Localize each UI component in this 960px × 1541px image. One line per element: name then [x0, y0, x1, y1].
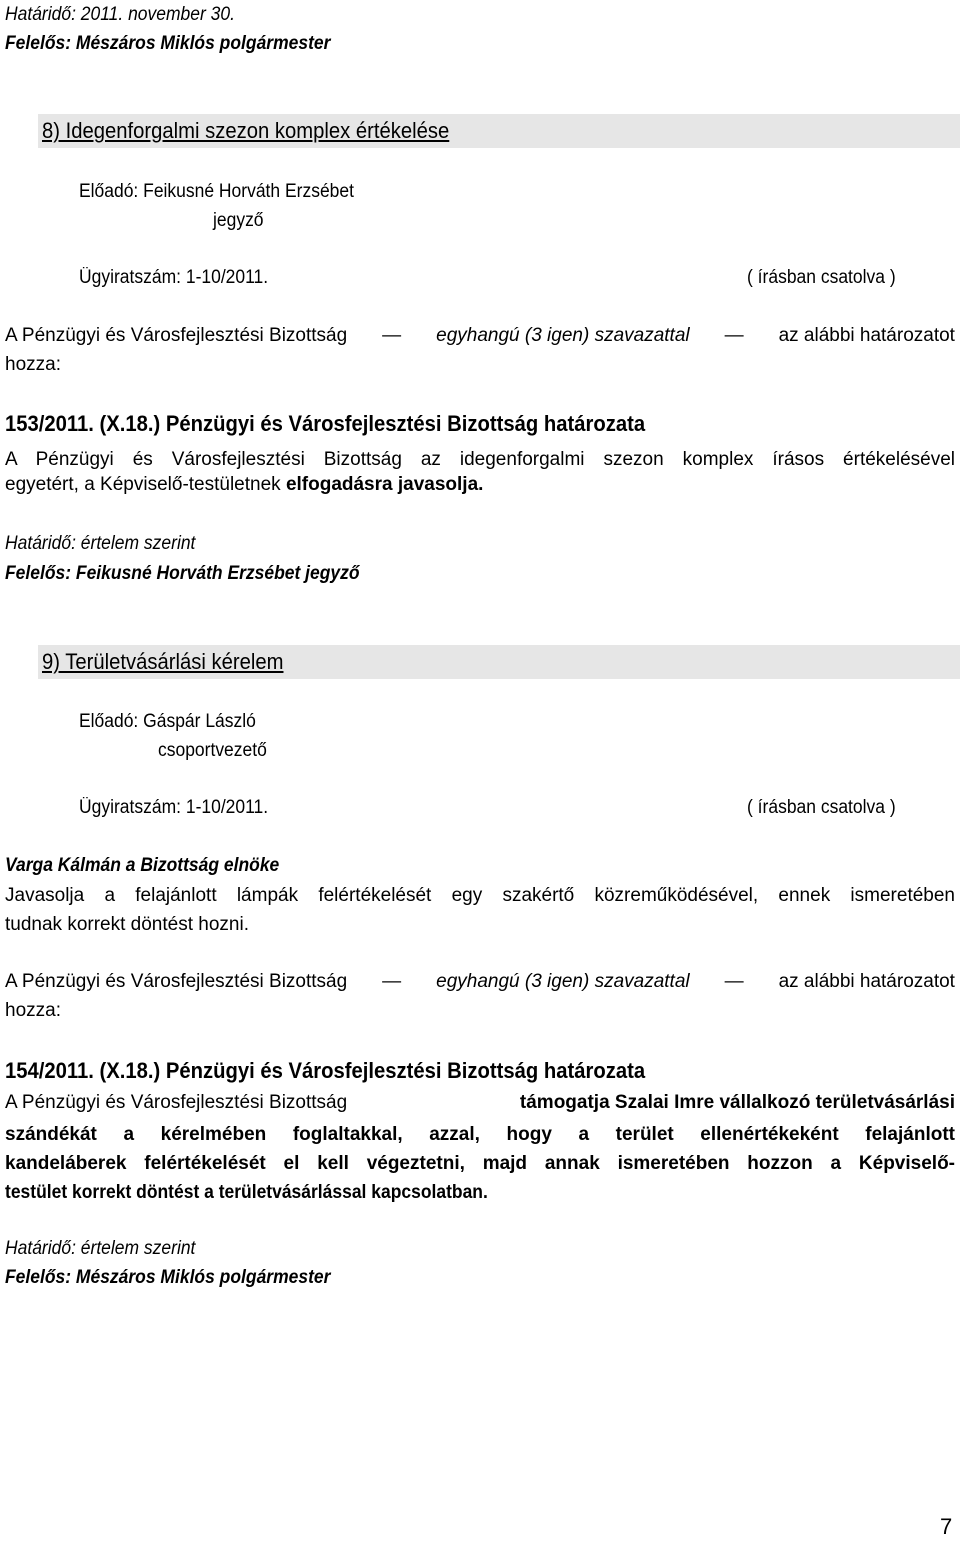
item-9-responsible: Felelős: Mészáros Miklós polgármester — [5, 1267, 331, 1288]
item-9-vote-dash-1: — — [382, 971, 402, 992]
item-9-resolution-line-3: kandeláberek felértékelését el kell végeztetni, majd annak ismeretében hozzon a Képviselő- — [5, 1153, 955, 1174]
item-8-vote-dash-2: — — [724, 325, 744, 346]
item-8-vote-result: egyhangú (3 igen) szavazattal — [436, 325, 690, 346]
item-8-resolution-line-2a: egyetért, a Képviselő-testületnek — [5, 474, 286, 495]
item-8-vote-dash-1: — — [382, 325, 402, 346]
item-9-resolution-line-1b: támogatja Szalai Imre vállalkozó területvásárlási — [519, 1092, 955, 1113]
item-9-resolution-line-2: szándékát a kérelmében foglaltakkal, azzal, hogy a terület ellenértékeként felajánlott — [5, 1124, 955, 1145]
top-deadline: Határidő: 2011. november 30. — [5, 4, 235, 25]
item-8-resolution-title: 153/2011. (X.18.) Pénzügyi és Városfejlesztési Bizottság határozata — [5, 411, 646, 436]
item-8-responsible: Felelős: Feikusné Horváth Erzsébet jegyző — [5, 563, 360, 584]
item-8-heading-bar — [38, 114, 960, 148]
item-8-deadline: Határidő: értelem szerint — [5, 533, 196, 554]
item-9-presenter: Előadó: Gáspár László — [79, 711, 256, 732]
item-9-resolution-line-4: testület korrekt döntést a területvásárlással kapcsolatban. — [5, 1182, 488, 1203]
item-9-deadline: Határidő: értelem szerint — [5, 1238, 196, 1259]
item-9-speech-line-1: Javasolja a felajánlott lámpák felértékelését egy szakértő közreműködésével, ennek ismeretében — [5, 885, 955, 906]
item-9-resolution-line-1a: A Pénzügyi és Városfejlesztési Bizottság — [5, 1092, 348, 1113]
item-9-presenter-role: csoportvezető — [158, 740, 267, 761]
item-8-heading: 8) Idegenforgalmi szezon komplex értékelése — [42, 118, 450, 143]
item-8-presenter-role: jegyző — [213, 210, 264, 231]
item-8-vote-line — [5, 325, 955, 347]
item-9-vote-result: egyhangú (3 igen) szavazattal — [436, 971, 690, 992]
item-8-vote-hozza: hozza: — [5, 354, 61, 375]
item-8-vote-committee: A Pénzügyi és Városfejlesztési Bizottság — [5, 325, 348, 346]
item-8-resolution-line-2b: elfogadásra javasolja. — [285, 474, 484, 495]
item-9-vote-hozza: hozza: — [5, 1000, 61, 1021]
item-8-resolution-line-1: A Pénzügyi és Városfejlesztési Bizottság az idegenforgalmi szezon komplex írásos értékelésével — [5, 449, 955, 470]
item-9-vote-committee: A Pénzügyi és Városfejlesztési Bizottság — [5, 971, 348, 992]
item-9-resolution-title: 154/2011. (X.18.) Pénzügyi és Városfejlesztési Bizottság határozata — [5, 1058, 646, 1083]
item-8-resolution-line-2 — [5, 474, 483, 496]
item-9-resolution-line-1 — [5, 1092, 955, 1114]
item-8-file-number: Ügyiratszám: 1-10/2011. — [79, 267, 269, 288]
item-8-vote-decision: az alábbi határozatot — [778, 325, 955, 346]
item-9-heading: 9) Területvásárlási kérelem — [42, 649, 284, 674]
item-9-vote-dash-2: — — [724, 971, 744, 992]
item-9-attached-note: ( írásban csatolva ) — [747, 797, 896, 818]
item-9-file-number: Ügyiratszám: 1-10/2011. — [79, 797, 269, 818]
top-responsible: Felelős: Mészáros Miklós polgármester — [5, 33, 331, 54]
item-9-vote-decision: az alábbi határozatot — [778, 971, 955, 992]
item-9-heading-bar — [38, 645, 960, 679]
item-8-attached-note: ( írásban csatolva ) — [747, 267, 896, 288]
item-8-presenter: Előadó: Feikusné Horváth Erzsébet — [79, 181, 354, 202]
item-9-speaker: Varga Kálmán a Bizottság elnöke — [5, 855, 280, 876]
page-number: 7 — [940, 1514, 953, 1539]
item-9-speech-line-2: tudnak korrekt döntést hozni. — [5, 914, 249, 935]
item-9-vote-line — [5, 971, 955, 993]
